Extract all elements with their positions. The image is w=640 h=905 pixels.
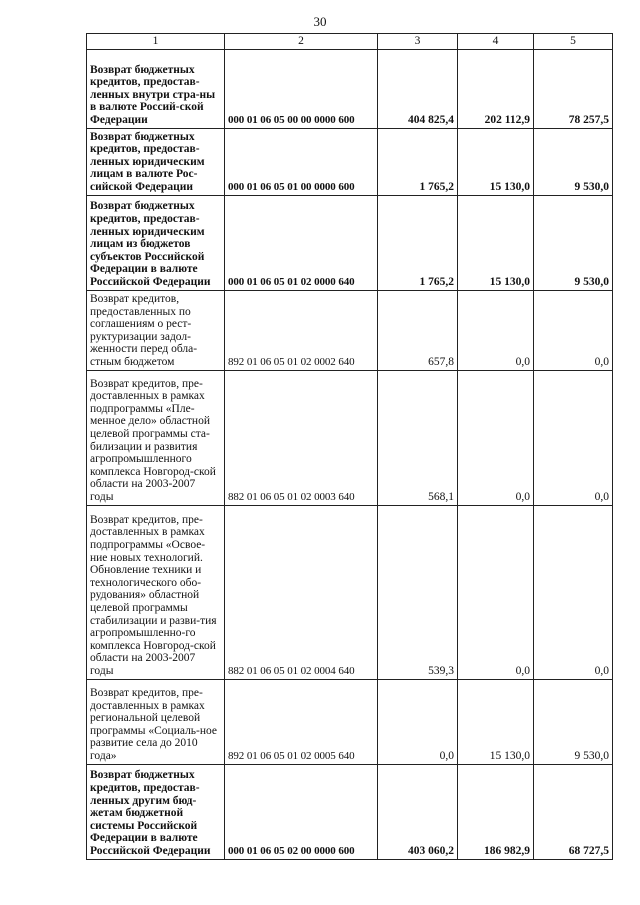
- table-row: [87, 128, 613, 195]
- row-value-col4: 0,0: [458, 370, 534, 505]
- row-value-col4: 186 982,9: [458, 764, 534, 859]
- row-value-col3: 0,0: [378, 679, 458, 764]
- row-value-col4: 202 112,9: [458, 49, 534, 128]
- row-value-col3: 657,8: [378, 290, 458, 370]
- row-code: 000 01 06 05 00 00 0000 600: [225, 49, 378, 128]
- table-header-row: [87, 34, 613, 50]
- row-name: Возврат кредитов, пре-доставленных в рамках подпрограммы «Освое-ние новых технологий. Обновление техники и технологического обо-рудования» областной целевой программы стабилизации и разви-тия агропромышленно-го комплекса Новгород-ской области на 2003-2007 годы: [87, 505, 225, 679]
- table-row: [87, 49, 613, 128]
- row-value-col4: 15 130,0: [458, 128, 534, 195]
- table-row: [87, 195, 613, 290]
- column-header: 2: [225, 34, 378, 50]
- row-value-col4: 0,0: [458, 290, 534, 370]
- table-row: [87, 764, 613, 859]
- row-code: 882 01 06 05 01 02 0004 640: [225, 505, 378, 679]
- row-code: 000 01 06 05 02 00 0000 600: [225, 764, 378, 859]
- row-value-col3: 403 060,2: [378, 764, 458, 859]
- row-name: Возврат кредитов, предоставленных по соглашениям о рест-руктуризации задол-женности перед обла-стным бюджетом: [87, 290, 225, 370]
- row-value-col4: 0,0: [458, 505, 534, 679]
- table-row: [87, 505, 613, 679]
- row-name: Возврат кредитов, пре-доставленных в рамках подпрограммы «Пле-менное дело» областной целевой программы ста-билизации и развития агропромышленного комплекса Новгород-ской области на 2003-2007 годы: [87, 370, 225, 505]
- row-value-col3: 1 765,2: [378, 195, 458, 290]
- column-header: 3: [378, 34, 458, 50]
- row-value-col5: 9 530,0: [534, 195, 613, 290]
- row-value-col3: 404 825,4: [378, 49, 458, 128]
- table-row: [87, 290, 613, 370]
- row-name: Возврат бюджетных кредитов, предостав-ленных внутри стра-ны в валюте Россий-ской Федерации: [87, 49, 225, 128]
- row-code: 000 01 06 05 01 00 0000 600: [225, 128, 378, 195]
- column-header: 5: [534, 34, 613, 50]
- row-name: Возврат бюджетных кредитов, предостав-ленных юридическим лицам в валюте Рос-сийской Федерации: [87, 128, 225, 195]
- budget-credits-table: [86, 33, 613, 860]
- row-value-col5: 0,0: [534, 505, 613, 679]
- row-name: Возврат кредитов, пре-доставленных в рамках региональной целевой программы «Социаль-ное развитие села до 2010 года»: [87, 679, 225, 764]
- row-value-col5: 68 727,5: [534, 764, 613, 859]
- column-header: 4: [458, 34, 534, 50]
- row-value-col5: 78 257,5: [534, 49, 613, 128]
- row-value-col4: 15 130,0: [458, 195, 534, 290]
- row-name: Возврат бюджетных кредитов, предостав-ленных другим бюд-жетам бюджетной системы Российской Федерации в валюте Российской Федерации: [87, 764, 225, 859]
- row-value-col5: 9 530,0: [534, 128, 613, 195]
- row-value-col5: 0,0: [534, 370, 613, 505]
- row-code: 892 01 06 05 01 02 0002 640: [225, 290, 378, 370]
- table-row: [87, 679, 613, 764]
- row-value-col5: 0,0: [534, 290, 613, 370]
- row-code: 000 01 06 05 01 02 0000 640: [225, 195, 378, 290]
- column-header: 1: [87, 34, 225, 50]
- row-name: Возврат бюджетных кредитов, предостав-ленных юридическим лицам из бюджетов субъектов Российской Федерации в валюте Российской Федерации: [87, 195, 225, 290]
- row-value-col3: 568,1: [378, 370, 458, 505]
- row-value-col3: 1 765,2: [378, 128, 458, 195]
- row-code: 882 01 06 05 01 02 0003 640: [225, 370, 378, 505]
- row-value-col4: 15 130,0: [458, 679, 534, 764]
- row-value-col3: 539,3: [378, 505, 458, 679]
- page-number: 30: [313, 14, 327, 29]
- row-code: 892 01 06 05 01 02 0005 640: [225, 679, 378, 764]
- row-value-col5: 9 530,0: [534, 679, 613, 764]
- table-row: [87, 370, 613, 505]
